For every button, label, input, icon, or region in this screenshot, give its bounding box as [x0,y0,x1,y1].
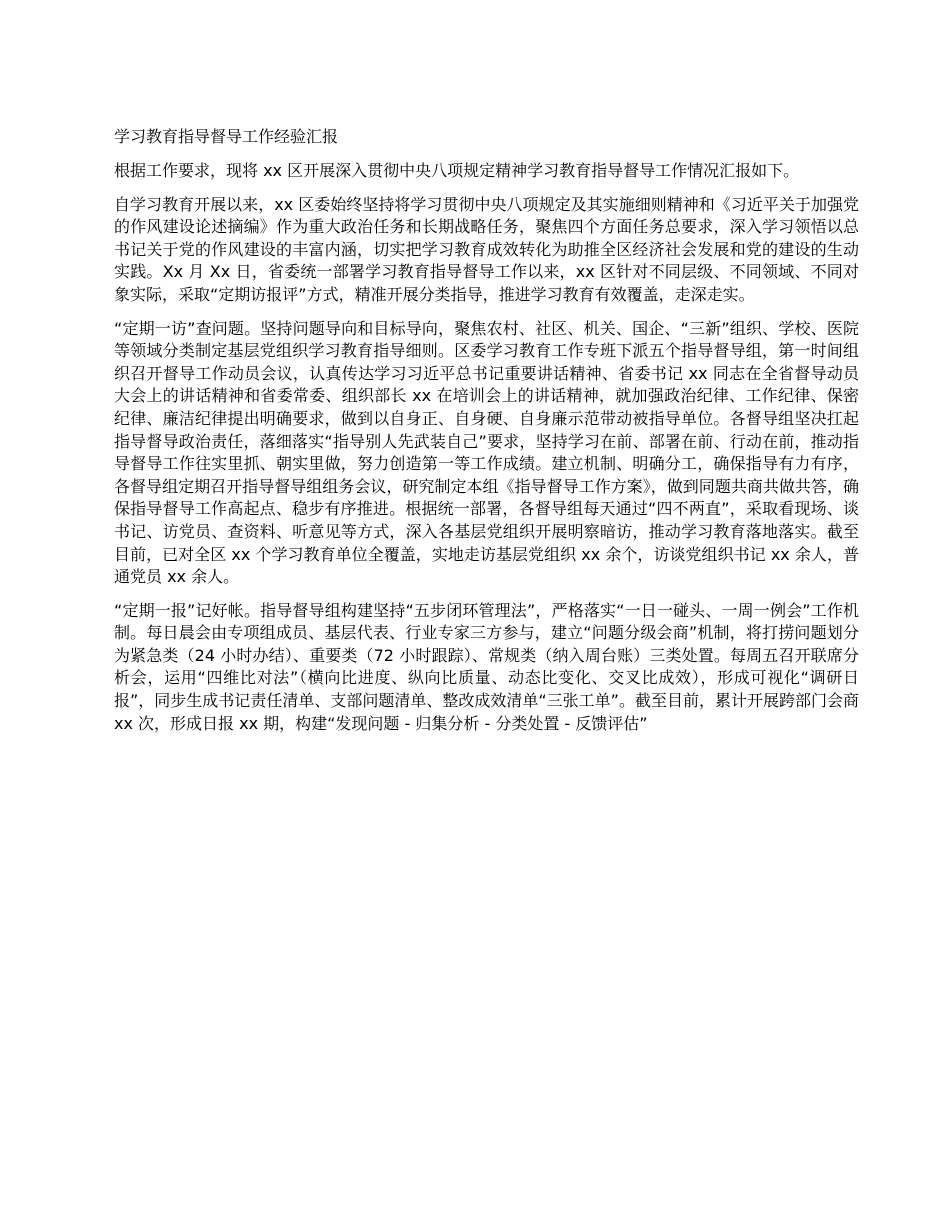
paragraph-regular-report: “定期一报”记好帐。指导督导组构建坚持“五步闭环管理法”，严格落实“一日一碰头、一周一例会”工作机制。每日晨会由专项组成员、基层代表、行业专家三方参与，建立“问题分级会商”机制，将打捞问题划分为紧急类（24 小时办结）、重要类（72 小时跟踪）、常规类（纳入周台账）三类处置。每周五召开联席分析会，运用“四维比对法”（横向比进度、纵向比质量、动态比变化、交叉比成效），形成可视化“调研日报”，同步生成书记责任清单、支部问题清单、整改成效清单“三张工单”。截至目前，累计开展跨部门会商 xx 次，形成日报 xx 期，构建“发现问题 - 归集分析 - 分类处置 - 反馈评估” [114,600,859,733]
paragraph-background: 自学习教育开展以来，xx 区委始终坚持将学习贯彻中央八项规定及其实施细则精神和《习近平关于加强党的作风建设论述摘编》作为重大政治任务和长期战略任务，聚焦四个方面任务总要求，深入学习领悟以总书记关于党的作风建设的丰富内涵，切实把学习教育成效转化为助推全区经济社会发展和党的建设的生动实践。Xx 月 Xx 日，省委统一部署学习教育指导督导工作以来，xx 区针对不同层级、不同领域、不同对象实际，采取“定期访报评”方式，精准开展分类指导，推进学习教育有效覆盖，走深走实。 [114,194,859,304]
paragraph-regular-visit: “定期一访”查问题。坚持问题导向和目标导向，聚焦农村、社区、机关、国企、“三新”组织、学校、医院等领域分类制定基层党组织学习教育指导细则。区委学习教育工作专班下派五个指导督导组，第一时间组织召开督导工作动员会议，认真传达学习习近平总书记重要讲话精神、省委书记 xx 同志在全省督导动员大会上的讲话精神和省委常委、组织部长 xx 在培训会上的讲话精神，就加强政治纪律、工作纪律、保密纪律、廉洁纪律提出明确要求，做到以自身正、自身硬、自身廉示范带动被指导单位。各督导组坚决扛起指导督导政治责任，落细落实“指导别人先武装自己”要求，坚持学习在前、部署在前、行动在前，推动指导督导工作往实里抓、朝实里做，努力创造第一等工作成绩。建立机制、明确分工，确保指导有力有序，各督导组定期召开指导督导组组务会议，研究制定本组《指导督导工作方案》，做到同题共商共做共答，确保指导督导工作高起点、稳步有序推进。根据统一部署，各督导组每天通过“四不两直”，采取看现场、谈书记、访党员、查资料、听意见等方式，深入各基层党组织开展明察暗访，推动学习教育落地落实。截至目前，已对全区 xx 个学习教育单位全覆盖，实地走访基层党组织 xx 余个，访谈党组织书记 xx 余人，普通党员 xx 余人。 [114,318,859,587]
paragraph-intro: 根据工作要求，现将 xx 区开展深入贯彻中央八项规定精神学习教育指导督导工作情况汇报如下。 [114,161,800,180]
document-page [114,125,859,746]
document-title: 学习教育指导督导工作经验汇报 [114,127,339,146]
